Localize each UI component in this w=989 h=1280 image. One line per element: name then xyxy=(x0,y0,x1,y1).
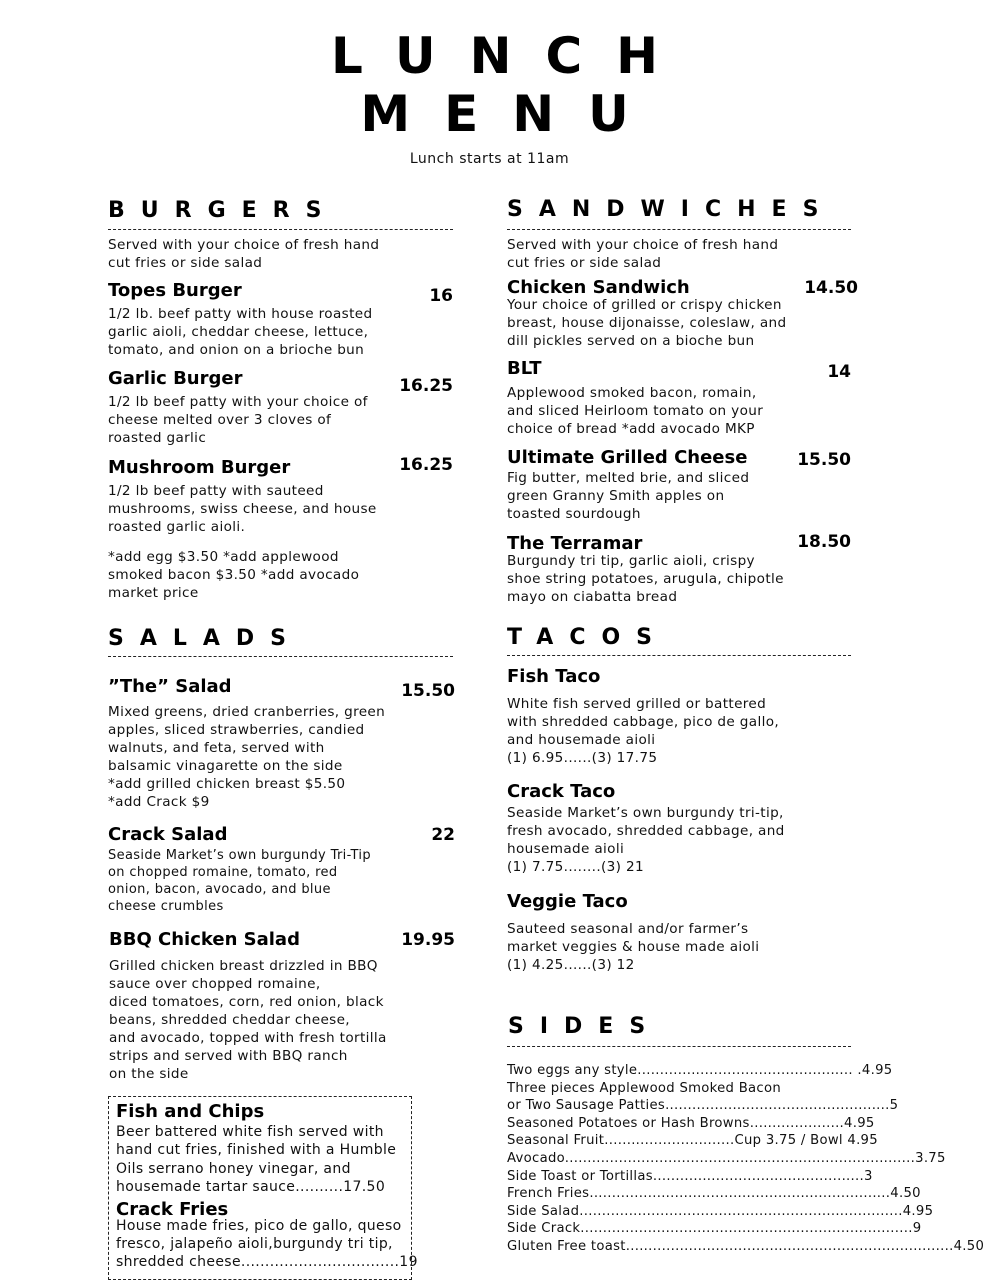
sides-divider xyxy=(507,1046,851,1047)
menu-item-price: 22 xyxy=(431,825,455,845)
menu-item-name: Crack Taco xyxy=(507,781,616,802)
menu-item-name: Veggie Taco xyxy=(507,891,628,912)
menu-item-name: Topes Burger xyxy=(108,280,242,301)
menu-item-description: Your choice of grilled or crispy chicken breast, house dijonaisse, coleslaw, and dill pickles served on a bioche bun xyxy=(507,297,787,349)
sides-line: Seasonal Fruit.............................Cup 3.75 / Bowl 4.95 xyxy=(507,1133,878,1149)
sandwiches-divider xyxy=(507,229,851,230)
sides-line: French Fries...................................................................4.50 xyxy=(507,1186,921,1202)
title-line-lunch: LUNCH xyxy=(330,27,693,85)
sides-heading: SIDES xyxy=(508,1014,662,1039)
menu-item-name: BLT xyxy=(507,358,542,379)
menu-item-name: Crack Fries xyxy=(116,1199,229,1220)
sandwiches-heading: SANDWICHES xyxy=(507,197,835,222)
menu-item-price: 16.25 xyxy=(399,376,453,396)
burgers-addons: *add egg $3.50 *add applewood smoked bacon $3.50 *add avocado market price xyxy=(108,549,360,601)
salads-heading: SALADS xyxy=(108,626,303,651)
menu-item-name: Garlic Burger xyxy=(108,368,243,389)
tacos-heading: TACOS xyxy=(507,625,669,650)
menu-item-description: Burgundy tri tip, garlic aioli, crispy shoe string potatoes, arugula, chipotle mayo on ciabatta bread xyxy=(507,553,784,605)
lunch-start-note: Lunch starts at 11am xyxy=(409,151,570,167)
menu-item-price: 18.50 xyxy=(797,532,851,552)
menu-item-description: Grilled chicken breast drizzled in BBQ sauce over chopped romaine, diced tomatoes, corn, red onion, black beans, shredded cheddar cheese, and avocado, topped with fresh tortilla strips and served with BBQ ranch on the side xyxy=(109,958,387,1082)
menu-item-name: Mushroom Burger xyxy=(108,457,291,478)
menu-item-price: 15.50 xyxy=(401,681,455,701)
menu-item-description: 1/2 lb. beef patty with house roasted garlic aioli, cheddar cheese, lettuce, tomato, and onion on a brioche bun xyxy=(108,306,373,358)
menu-item-description: Seaside Market’s own burgundy tri-tip, fresh avocado, shredded cabbage, and housemade aioli (1) 7.75........(3) 21 xyxy=(507,805,785,875)
menu-item-name: The Terramar xyxy=(507,533,643,554)
sides-line: Side Toast or Tortillas...............................................3 xyxy=(507,1168,873,1184)
menu-item-price: 14.50 xyxy=(804,278,858,298)
tacos-divider xyxy=(507,655,851,656)
salads-divider xyxy=(108,656,453,657)
sides-list xyxy=(507,1062,984,1256)
menu-title xyxy=(0,28,989,142)
menu-item-name: Ultimate Grilled Cheese xyxy=(507,447,748,468)
sides-line: or Two Sausage Patties..................................................5 xyxy=(507,1098,899,1114)
menu-item-price: 19.95 xyxy=(401,930,455,950)
sides-line: Seasoned Potatoes or Hash Browns.....................4.95 xyxy=(507,1115,875,1131)
menu-item-description: Seaside Market’s own burgundy Tri-Tip on chopped romaine, tomato, red onion, bacon, avocado, and blue cheese crumbles xyxy=(108,848,371,914)
menu-item-description: Beer battered white fish served with hand cut fries, finished with a Humble Oils serrano honey vinegar, and housemade tartar sauce..........17.50 xyxy=(116,1124,397,1195)
menu-item-description: White fish served grilled or battered with shredded cabbage, pico de gallo, and housemade aioli (1) 6.95......(3) 17.75 xyxy=(507,696,780,766)
menu-item-description: 1/2 lb beef patty with sauteed mushrooms, swiss cheese, and house roasted garlic aioli. xyxy=(108,483,377,535)
menu-item-price: 16.25 xyxy=(399,455,453,475)
sides-line: Avocado..............................................................................3.75 xyxy=(507,1150,946,1166)
title-line-menu: MENU xyxy=(360,85,663,143)
sides-line: Side Crack..........................................................................9 xyxy=(507,1221,922,1237)
sides-line: Two eggs any style................................................ .4.95 xyxy=(507,1063,893,1078)
menu-item-name: Crack Salad xyxy=(108,824,228,845)
sandwiches-note: Served with your choice of fresh hand cut fries or side salad xyxy=(507,237,779,271)
menu-item-price: 15.50 xyxy=(797,450,851,470)
menu-item-name: Chicken Sandwich xyxy=(507,277,690,298)
menu-item-description: House made fries, pico de gallo, queso fresco, jalapeño aioli,burgundy tri tip, shredded cheese.................................19 xyxy=(116,1218,418,1270)
menu-item-description: Fig butter, melted brie, and sliced green Granny Smith apples on toasted sourdough xyxy=(507,470,750,522)
menu-item-description: Sauteed seasonal and/or farmer’s market veggies & house made aioli (1) 4.25......(3) 12 xyxy=(507,921,760,973)
burgers-note: Served with your choice of fresh hand cut fries or side salad xyxy=(108,237,380,271)
sides-line: Gluten Free toast.........................................................................4.50 xyxy=(507,1238,985,1254)
menu-item-name: Fish and Chips xyxy=(116,1101,265,1122)
sides-line: Side Salad........................................................................4.95 xyxy=(507,1203,934,1219)
burgers-divider xyxy=(108,229,453,230)
menu-item-description: Applewood smoked bacon, romain, and sliced Heirloom tomato on your choice of bread *add avocado MKP xyxy=(507,385,764,437)
menu-item-name: Fish Taco xyxy=(507,666,601,687)
menu-item-description: Mixed greens, dried cranberries, green apples, sliced strawberries, candied walnuts, and feta, served with balsamic vinagarette on the side *add grilled chicken breast $5.50 *add Crack $9 xyxy=(108,704,386,810)
burgers-heading: BURGERS xyxy=(108,198,338,223)
menu-item-price: 14 xyxy=(827,362,851,382)
menu-item-name: BBQ Chicken Salad xyxy=(109,929,300,950)
menu-item-price: 16 xyxy=(429,286,453,306)
menu-item-name: ”The” Salad xyxy=(108,676,232,697)
menu-item-description: 1/2 lb beef patty with your choice of cheese melted over 3 cloves of roasted garlic xyxy=(108,394,368,446)
sides-line: Three pieces Applewood Smoked Bacon xyxy=(507,1080,781,1096)
